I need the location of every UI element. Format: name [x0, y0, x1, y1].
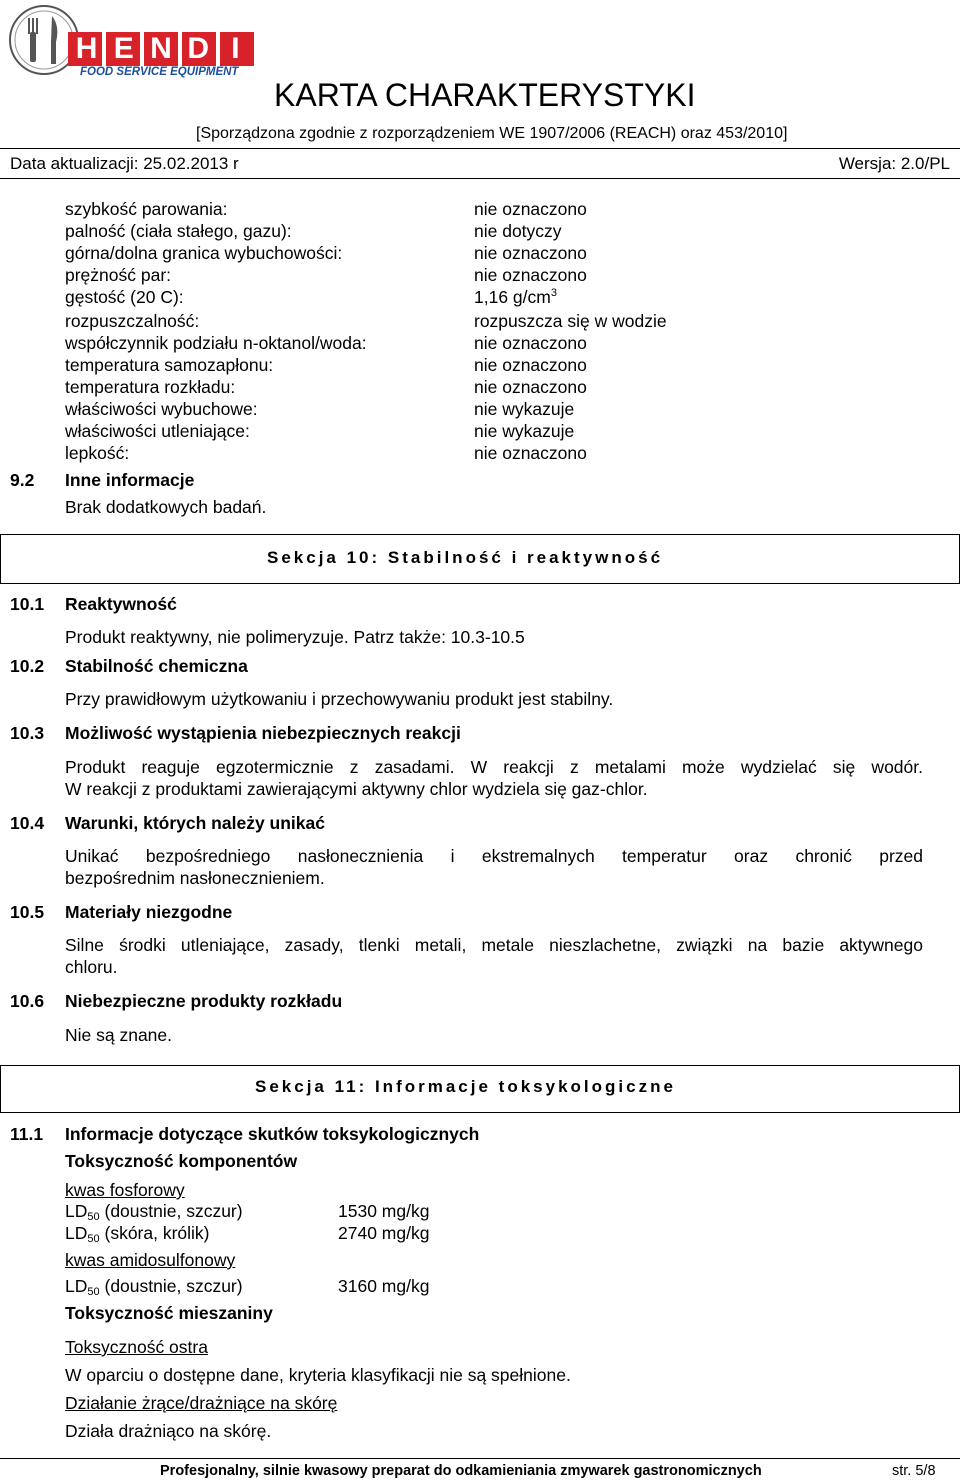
- section-heading: Warunki, których należy unikać: [65, 813, 325, 833]
- header-rule-bottom: [0, 178, 960, 179]
- section-number: 10.4: [10, 813, 45, 833]
- section-heading: Możliwość wystąpienia niebezpiecznych reakcji: [65, 723, 461, 743]
- footer-page: str. 5/8: [892, 1463, 936, 1479]
- section-text: Silne środki utleniające, zasady, tlenki metali, metale nieszlachetne, związki na bazie aktywnego: [65, 935, 923, 955]
- document-subtitle: [Sporządzona zgodnie z rozporządzeniem WE 1907/2006 (REACH) oraz 453/2010]: [196, 125, 788, 142]
- section-heading: Reaktywność: [65, 594, 177, 614]
- acute-text: W oparciu o dostępne dane, kryteria klasyfikacji nie są spełnione.: [65, 1365, 571, 1385]
- property-label: prężność par:: [65, 265, 172, 285]
- section-text: Produkt reaguje egzotermicznie z zasadami. W reakcji z metalami może wydzielać się wodór.: [65, 757, 923, 777]
- section-heading: Materiały niezgodne: [65, 902, 233, 922]
- property-value: 1,16 $g/cm^3$: [474, 287, 557, 307]
- property-label: rozpuszczalność:: [65, 311, 200, 331]
- section-text: W reakcji z produktami zawierającymi aktywny chlor wydziela się gaz-chlor.: [65, 779, 648, 799]
- property-label: szybkość parowania:: [65, 199, 228, 219]
- section-11-box: [0, 1065, 960, 1113]
- footer-product: Profesjonalny, silnie kwasowy preparat do odkamieniania zmywarek gastronomicznych: [160, 1463, 762, 1479]
- section-heading: Informacje dotyczące skutków toksykologicznych: [65, 1124, 480, 1144]
- section-number: 10.5: [10, 902, 45, 922]
- section-10-box: [0, 534, 960, 584]
- version: Wersja: 2.0/PL: [838, 154, 950, 173]
- property-label: współczynnik podziału n-oktanol/woda:: [65, 333, 367, 353]
- property-label: górna/dolna granica wybuchowości:: [65, 243, 343, 263]
- section-text: Przy prawidłowym użytkowaniu i przechowywaniu produkt jest stabilny.: [65, 689, 614, 709]
- update-date: Data aktualizacji: 25.02.2013 r: [10, 154, 239, 173]
- header-rule: [0, 148, 960, 149]
- section-heading: Niebezpieczne produkty rozkładu: [65, 991, 343, 1011]
- acute-title: Toksyczność ostra: [65, 1337, 208, 1357]
- section-text: Produkt reaktywny, nie polimeryzuje. Patrz także: 10.3-10.5: [65, 627, 525, 647]
- ld-route: $LD_{50}$ (skóra, królik): [65, 1223, 210, 1245]
- ld-value: 3160 mg/kg: [338, 1276, 430, 1296]
- section-number: 10.2: [10, 656, 45, 676]
- property-value: nie oznaczono: [474, 443, 587, 463]
- property-value: rozpuszcza się w wodzie: [474, 311, 667, 331]
- section-number: 10.3: [10, 723, 45, 743]
- section-heading: Inne informacje: [65, 470, 195, 490]
- component-name: kwas fosforowy: [65, 1180, 185, 1200]
- property-value: nie dotyczy: [474, 221, 562, 241]
- property-label: właściwości wybuchowe:: [65, 399, 258, 419]
- section-text: bezpośrednim nasłonecznieniem.: [65, 868, 325, 888]
- property-value: nie oznaczono: [474, 199, 587, 219]
- brand-tagline: FOOD SERVICE EQUIPMENT: [80, 66, 239, 78]
- ld-value: 1530 mg/kg: [338, 1201, 430, 1221]
- ld-route: $LD_{50}$ (doustnie, szczur): [65, 1276, 243, 1298]
- section-text: Nie są znane.: [65, 1025, 173, 1045]
- mixture-title: Toksyczność mieszaniny: [65, 1303, 273, 1323]
- section-10-title: Sekcja 10: Stabilność i reaktywność: [267, 548, 664, 567]
- section-number: 10.6: [10, 991, 45, 1011]
- skin-title: Działanie żrące/drażniące na skórę: [65, 1393, 338, 1413]
- skin-text: Działa drażniąco na skórę.: [65, 1421, 272, 1441]
- section-text: chloru.: [65, 957, 118, 977]
- property-label: temperatura samozapłonu:: [65, 355, 274, 375]
- section-text: Brak dodatkowych badań.: [65, 497, 267, 517]
- footer-rule: [0, 1458, 960, 1459]
- property-value: nie oznaczono: [474, 377, 587, 397]
- hendi-logo: [6, 2, 256, 80]
- section-text: Unikać bezpośredniego nasłonecznienia i ekstremalnych temperatur oraz chronić przed: [65, 846, 923, 866]
- property-label: właściwości utleniające:: [65, 421, 250, 441]
- property-label: temperatura rozkładu:: [65, 377, 236, 397]
- section-11-title: Sekcja 11: Informacje toksykologiczne: [255, 1077, 676, 1096]
- property-value: nie oznaczono: [474, 355, 587, 375]
- section-number: 11.1: [10, 1124, 44, 1144]
- ld-route: $LD_{50}$ (doustnie, szczur): [65, 1201, 243, 1223]
- components-title: Toksyczność komponentów: [65, 1151, 298, 1171]
- property-value: nie wykazuje: [474, 421, 575, 441]
- property-value: nie wykazuje: [474, 399, 575, 419]
- section-heading: Stabilność chemiczna: [65, 656, 248, 676]
- property-value: nie oznaczono: [474, 243, 587, 263]
- property-value: nie oznaczono: [474, 265, 587, 285]
- document-title: KARTA CHARAKTERYSTYKI: [274, 77, 696, 113]
- ld-value: 2740 mg/kg: [338, 1223, 430, 1243]
- section-number: 10.1: [10, 594, 45, 614]
- component-name: kwas amidosulfonowy: [65, 1250, 236, 1270]
- property-label: gęstość (20 C):: [65, 287, 184, 307]
- property-value: nie oznaczono: [474, 333, 587, 353]
- section-number: 9.2: [10, 470, 35, 490]
- property-label: lepkość:: [65, 443, 130, 463]
- property-label: palność (ciała stałego, gazu):: [65, 221, 292, 241]
- brand-letters: H E N D I: [75, 32, 240, 65]
